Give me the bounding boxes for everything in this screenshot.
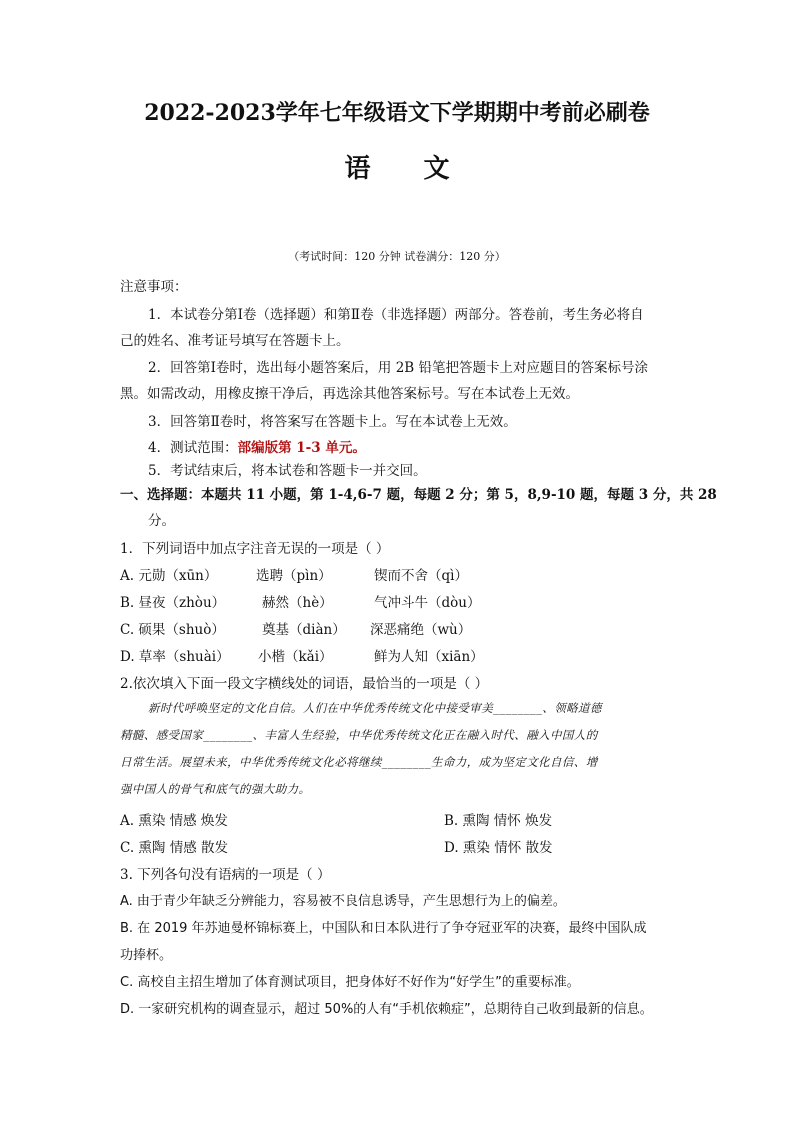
q2-passage-line-2: 精髓、感受国家________、丰富人生经验，中华优秀传统文化正在融入时代、融入中国人的 (120, 728, 598, 742)
question-3-stem: 3. 下列各句没有语病的一项是（ ） (120, 867, 331, 883)
q3-option-b-line2: 功捧杯。 (120, 948, 173, 963)
q1-option-a-word3: 锲而不舍（qì） (374, 568, 468, 584)
q3-option-c: C. 高校自主招生增加了体育测试项目，把身体好不好作为“好学生”的重要标准。 (120, 975, 580, 990)
q1-option-c-word3: 深恶痛绝（wù） (370, 622, 472, 638)
subject-title: 语 文 (344, 154, 472, 184)
note-1a: 1．本试卷分第Ⅰ卷（选择题）和第Ⅱ卷（非选择题）两部分。答卷前，考生务必将自 (148, 307, 644, 323)
question-1-stem: 1．下列词语中加点字注音无误的一项是（ ） (120, 541, 390, 557)
q1-option-b-word1: B. 昼夜（zhòu） (120, 595, 226, 611)
note-5: 5．考试结束后，将本试卷和答题卡一并交回。 (148, 463, 427, 479)
question-2-stem: 2.依次填入下面一段文字横线处的词语，最恰当的一项是（ ） (120, 676, 489, 692)
note-1b: 己的姓名、准考证号填写在答题卡上。 (120, 333, 350, 349)
exam-info: （考试时间：120 分钟 试卷满分：120 分） (288, 250, 506, 263)
q1-option-c-word1: C. 硕果（shuò） (120, 622, 225, 638)
q1-option-b-word2: 赫然（hè） (262, 595, 333, 611)
q1-option-a-word1: A. 元勋（xūn） (120, 568, 218, 584)
q1-option-d-word1: D. 草率（shuài） (120, 649, 230, 665)
q2-option-c: C. 熏陶 情感 散发 (120, 840, 229, 856)
page-title: 2022-2023学年七年级语文下学期期中考前必刷卷 (144, 100, 650, 126)
q2-passage-line-1: 新时代呼唤坚定的文化自信。人们在中华优秀传统文化中接受审美________、领略道德 (148, 701, 602, 715)
q3-option-b-line1: B. 在 2019 年苏迪曼杯锦标赛上，中国队和日本队进行了争夺冠亚军的决赛，最终中国队成 (120, 921, 647, 936)
q3-option-a: A. 由于青少年缺乏分辨能力，容易被不良信息诱导，产生思想行为上的偏差。 (120, 894, 566, 909)
q2-passage-line-3: 日常生活。展望未来，中华优秀传统文化必将继续________生命力，成为坚定文化自信、增 (120, 755, 598, 769)
note-3: 3．回答第Ⅱ卷时，将答案写在答题卡上。写在本试卷上无效。 (148, 414, 517, 430)
q2-option-a: A. 熏染 情感 焕发 (120, 813, 228, 829)
q1-option-d-word3: 鲜为人知（xiān） (374, 649, 484, 665)
q2-option-d: D. 熏染 情怀 散发 (444, 840, 553, 856)
q2-passage-line-4: 强中国人的骨气和底气的强大助力。 (120, 782, 311, 796)
notes-heading: 注意事项： (120, 279, 188, 295)
note-2a: 2．回答第Ⅰ卷时，选出每小题答案后，用 2B 铅笔把答题卡上对应题目的答案标号涂 (148, 360, 649, 376)
q3-option-d: D. 一家研究机构的调查显示，超过 50%的人有“手机依赖症”，总期待自己收到最新的信息。 (120, 1002, 653, 1017)
q1-option-b-word3: 气冲斗牛（dòu） (374, 595, 481, 611)
test-scope: 部编版第 1-3 单元。 (237, 440, 366, 456)
section-1-heading: 一、选择题：本题共 11 小题，第 1-4,6-7 题，每题 2 分；第 5，8,9-10 题，每题 3 分，共 28 (120, 487, 717, 503)
note-4-prefix: 4．测试范围： (148, 440, 238, 456)
q1-option-a-word2: 选聘（pìn） (256, 568, 332, 584)
q1-option-c-word2: 奠基（diàn） (262, 622, 346, 638)
note-4 (148, 436, 708, 456)
note-2b: 黑。如需改动，用橡皮擦干净后，再选涂其他答案标号。写在本试卷上无效。 (120, 386, 579, 402)
q2-option-b: B. 熏陶 情怀 焕发 (444, 813, 553, 829)
q1-option-d-word2: 小楷（kǎi） (258, 649, 333, 665)
section-1-heading-cont: 分。 (148, 513, 175, 529)
